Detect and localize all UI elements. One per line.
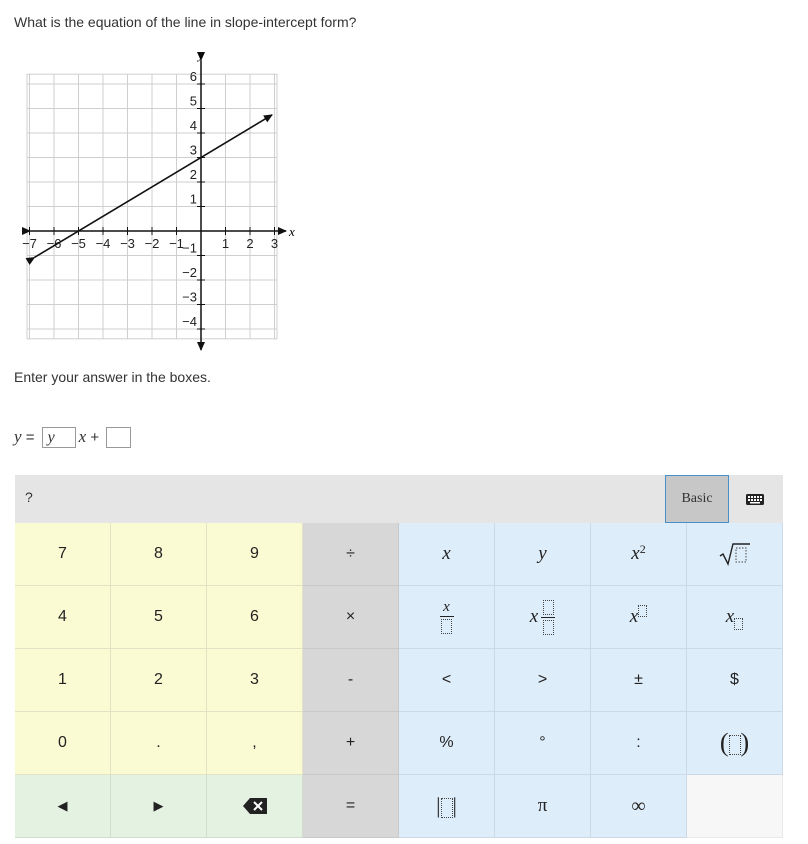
key-subscript[interactable] (687, 586, 783, 649)
intercept-input-box[interactable] (106, 427, 131, 448)
key-fraction-num: x (443, 599, 450, 615)
key-cursor-left[interactable]: ◀ (15, 775, 111, 838)
exponent-placeholder-icon (638, 605, 647, 617)
x-axis-label: x (289, 224, 295, 239)
key-x-squared[interactable] (591, 523, 687, 586)
answer-prompt: Enter your answer in the boxes. (14, 369, 211, 385)
key-degree[interactable]: ° (495, 712, 591, 775)
key-divide[interactable]: ÷ (303, 523, 399, 586)
answer-variable: x (78, 427, 87, 446)
y-tick-label: 4 (189, 118, 197, 133)
key-x-label: x (442, 543, 451, 564)
y-tick-label: 3 (189, 142, 197, 158)
y-tick-label: −4 (182, 314, 197, 329)
y-tick-label: 1 (189, 191, 197, 207)
x-tick-label: −1 (169, 236, 184, 251)
parentheses-icon: ( ) (719, 728, 750, 757)
x-tick-label: 3 (270, 236, 279, 251)
key-times[interactable]: × (303, 586, 399, 649)
math-keyboard (15, 475, 783, 839)
key-1[interactable]: 1 (15, 649, 111, 712)
key-x-squared-base: x (631, 543, 640, 564)
backspace-icon (242, 797, 268, 815)
key-comma[interactable]: , (207, 712, 303, 775)
answer-plus: + (86, 428, 104, 446)
keyboard-icon[interactable] (740, 489, 770, 509)
subscript-placeholder-icon (734, 618, 743, 630)
x-tick-label: −2 (144, 236, 160, 251)
key-power-x: x (629, 606, 639, 627)
key-decimal[interactable]: . (111, 712, 207, 775)
key-square-root[interactable] (687, 523, 783, 586)
key-equals[interactable]: = (303, 775, 399, 838)
key-empty (687, 775, 783, 838)
question-text: What is the equation of the line in slope-intercept form? (14, 14, 357, 30)
key-y-label: y (538, 543, 547, 564)
key-2[interactable]: 2 (111, 649, 207, 712)
key-power[interactable] (591, 586, 687, 649)
y-tick-label: 5 (189, 93, 197, 109)
key-parentheses[interactable] (687, 712, 783, 775)
key-cursor-right[interactable]: ▶ (111, 775, 207, 838)
x-tick-label: 1 (221, 236, 230, 251)
x-tick-label: 2 (246, 236, 254, 251)
key-plus[interactable]: + (303, 712, 399, 775)
mixed-fraction-icon (541, 600, 555, 635)
y-tick-label: −2 (182, 265, 197, 280)
key-pi[interactable]: π (495, 775, 591, 838)
absolute-value-icon: | | (436, 793, 457, 818)
y-tick-label: 2 (189, 167, 197, 182)
key-4[interactable]: 4 (15, 586, 111, 649)
x-tick-label: −4 (95, 236, 111, 251)
key-minus[interactable]: - (303, 649, 399, 712)
help-button[interactable]: ? (25, 489, 33, 505)
key-absolute-value[interactable] (399, 775, 495, 838)
x-tick-label: −3 (120, 236, 135, 251)
key-backspace[interactable] (207, 775, 303, 838)
key-less-than[interactable]: < (399, 649, 495, 712)
keyboard-toolbar (15, 475, 783, 523)
key-colon[interactable]: : (591, 712, 687, 775)
x-tick-label: −5 (71, 236, 86, 251)
key-greater-than[interactable]: > (495, 649, 591, 712)
square-root-icon (718, 541, 752, 567)
key-mixed-x: x (529, 606, 539, 627)
x-tick-label: −6 (46, 236, 62, 251)
basic-mode-button[interactable]: Basic (665, 475, 729, 523)
answer-lhs: y (14, 427, 22, 446)
y-tick-label: 6 (189, 69, 197, 84)
answer-equals: = (21, 428, 39, 446)
fraction-icon (440, 600, 454, 634)
x-tick-label: −7 (22, 236, 37, 251)
answer-equation (14, 425, 134, 449)
key-mixed-fraction[interactable] (495, 586, 591, 649)
key-3[interactable]: 3 (207, 649, 303, 712)
slope-input-box[interactable]: y (42, 427, 76, 448)
key-fraction[interactable] (399, 586, 495, 649)
y-axis-label: y (198, 47, 204, 62)
key-6[interactable]: 6 (207, 586, 303, 649)
coordinate-graph (0, 0, 808, 370)
grid-lines (27, 74, 277, 339)
key-x[interactable] (399, 523, 495, 586)
key-y[interactable] (495, 523, 591, 586)
key-x-squared-exp: 2 (639, 541, 646, 556)
key-dollar[interactable]: $ (687, 649, 783, 712)
key-5[interactable]: 5 (111, 586, 207, 649)
key-sub-x: x (725, 606, 735, 627)
key-0[interactable]: 0 (15, 712, 111, 775)
key-7[interactable]: 7 (15, 523, 111, 586)
y-tick-label: −3 (182, 289, 197, 305)
key-8[interactable]: 8 (111, 523, 207, 586)
key-percent[interactable]: % (399, 712, 495, 775)
key-9[interactable]: 9 (207, 523, 303, 586)
key-infinity[interactable]: ∞ (591, 775, 687, 838)
key-plus-minus[interactable]: ± (591, 649, 687, 712)
y-tick-label: −1 (182, 240, 197, 256)
